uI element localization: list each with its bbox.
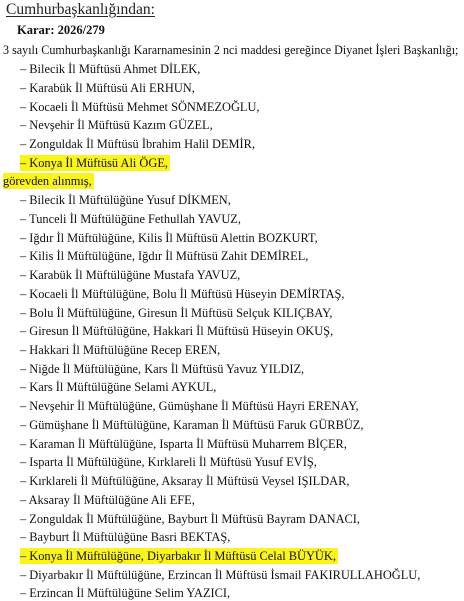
appointed-list-item-text: – Erzincan İl Müftülüğüne Selim YAZICI, <box>20 586 231 601</box>
appointed-list-item-text: – Karabük İl Müftülüğüne Mustafa YAVUZ, <box>20 268 241 282</box>
appointed-list-item-text: – Kocaeli İl Müftülüğüne, Bolu İl Müftüsü Hüseyin DEMİRTAŞ, <box>20 286 345 301</box>
appointed-list-item <box>20 362 304 377</box>
appointed-list-item <box>20 268 240 283</box>
appointed-list-item <box>20 586 230 601</box>
appointed-list-item <box>20 493 195 508</box>
removed-list-item <box>20 62 200 77</box>
removed-list-item-text: – Nevşehir İl Müftüsü Kazım GÜZEL, <box>20 118 213 133</box>
appointed-list-item-text: – Kilis İl Müftülüğüne, Iğdır İl Müftüsü Zahit DEMİREL, <box>20 249 309 264</box>
appointed-list-item <box>20 455 317 470</box>
appointed-list-item <box>20 512 360 527</box>
appointed-list-item-text: – Niğde İl Müftülüğüne, Kars İl Müftüsü Yavuz YILDIZ, <box>20 361 305 376</box>
appointed-list-item-text: – Karaman İl Müftülüğüne, Isparta İl Müftüsü Muharrem BİÇER, <box>20 436 347 451</box>
removed-closing-text: görevden alınmış, <box>3 174 92 189</box>
appointed-list-item <box>20 231 318 246</box>
appointed-list-item <box>20 437 347 452</box>
appointed-list-item <box>20 530 230 545</box>
appointed-list-item-text: – Kırklareli İl Müftülüğüne, Aksaray İl Müftüsü Veysel IŞILDAR, <box>20 474 350 489</box>
removed-list-item <box>20 156 170 171</box>
appointed-list-item-text: – Bolu İl Müftülüğüne, Giresun İl Müftüsü Selçuk KILIÇBAY, <box>20 305 333 320</box>
removed-list-item <box>20 100 260 115</box>
appointed-list-item <box>20 474 349 489</box>
appointed-list-item-text: – Nevşehir İl Müftülüğüne, Gümüşhane İl Müftüsü Hayri ERENAY, <box>20 399 359 414</box>
removed-list-item <box>20 81 195 96</box>
appointed-list-item-text: – Bayburt İl Müftülüğüne Basri BEKTAŞ, <box>20 530 231 545</box>
issuer-heading[interactable]: Cumhurbaşkanlığından: <box>6 1 155 18</box>
appointed-list-item <box>20 568 420 583</box>
appointed-list-item-text: – Iğdır İl Müftülüğüne, Kilis İl Müftüsü Alettin BOZKURT, <box>20 230 318 245</box>
removed-list-item-text: – Konya İl Müftüsü Ali ÖGE, <box>20 155 168 170</box>
decree-number: Karar: 2026/279 <box>17 23 105 37</box>
removed-list-item-text: – Zonguldak İl Müftüsü İbrahim Halil DEMİR, <box>20 136 256 151</box>
appointed-list-item <box>20 212 241 227</box>
appointed-list-item <box>20 324 333 339</box>
appointed-list-item <box>20 380 216 395</box>
appointed-list-item-text: – Kars İl Müftülüğüne Selami AYKUL, <box>20 380 217 395</box>
removed-list-item-text: – Bilecik İl Müftüsü Ahmet DİLEK, <box>20 62 201 76</box>
appointed-list-item-text: – Tunceli İl Müftülüğüne Fethullah YAVUZ, <box>20 211 241 226</box>
intro-paragraph: 3 sayılı Cumhurbaşkanlığı Kararnamesinin 2 nci maddesi gereğince Diyanet İşleri Başkanlığı; <box>3 43 459 57</box>
appointed-list-item-text: – Bilecik İl Müftülüğüne Yusuf DİKMEN, <box>20 193 231 208</box>
removed-list-item-text: – Karabük İl Müftüsü Ali ERHUN, <box>20 80 195 95</box>
appointed-list-item-text: – Gümüşhane İl Müftülüğüne, Karaman İl Müftüsü Faruk GÜRBÜZ, <box>20 417 364 432</box>
removed-closing <box>3 174 94 189</box>
appointed-list-item-text: – Zonguldak İl Müftülüğüne, Bayburt İl Müftüsü Bayram DANACI, <box>20 511 361 526</box>
appointed-list-item-text: – Diyarbakır İl Müftülüğüne, Erzincan İl Müftüsü İsmail FAKIRULLAHOĞLU, <box>20 567 421 582</box>
appointed-list-item <box>20 418 363 433</box>
appointed-list-item-text: – Aksaray İl Müftülüğüne Ali EFE, <box>20 492 195 507</box>
removed-list-item <box>20 137 255 152</box>
appointed-list-item <box>20 287 345 302</box>
removed-list-item-text: – Kocaeli İl Müftüsü Mehmet SÖNMEZOĞLU, <box>20 99 260 114</box>
appointed-list-item-text: – Giresun İl Müftülüğüne, Hakkari İl Müftüsü Hüseyin OKUŞ, <box>20 324 334 339</box>
appointed-list-item-text: – Konya İl Müftülüğüne, Diyarbakır İl Müftüsü Celal BÜYÜK, <box>20 549 336 563</box>
appointed-list-item <box>20 343 220 358</box>
removed-list-item <box>20 118 213 133</box>
appointed-list-item-text: – Hakkari İl Müftülüğüne Recep EREN, <box>20 342 221 357</box>
appointed-list-item-text: – Isparta İl Müftülüğüne, Kırklareli İl Müftüsü Yusuf EVİŞ, <box>20 455 317 470</box>
appointed-list-item <box>20 306 333 321</box>
appointed-list-item <box>20 399 359 414</box>
appointed-list-item <box>20 249 308 264</box>
appointed-list-item <box>20 193 231 208</box>
